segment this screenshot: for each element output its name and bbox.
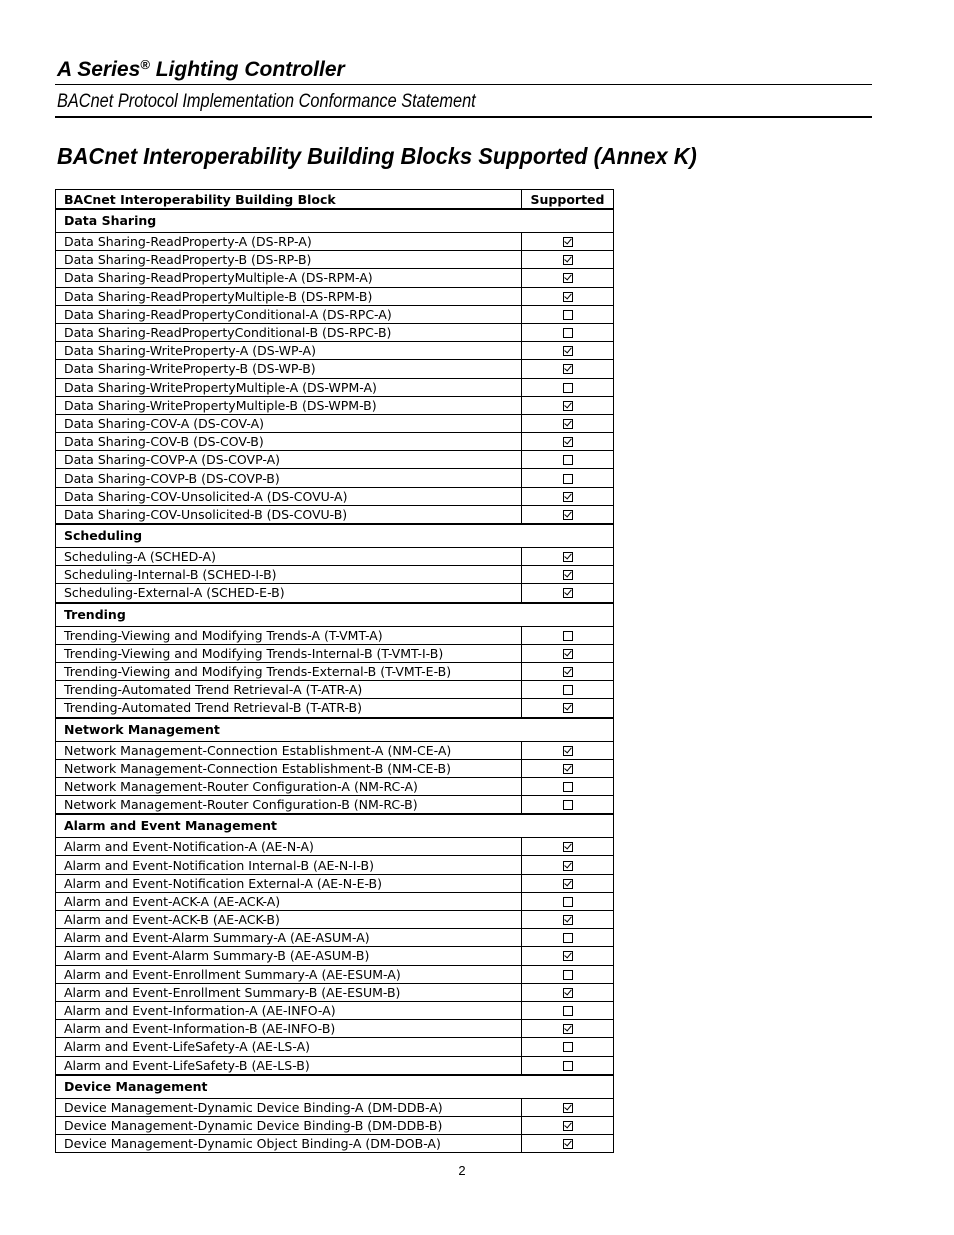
table-row [56, 323, 614, 341]
supported-cell [522, 584, 614, 603]
bibb-label: Data Sharing-ReadPropertyConditional-B (DS-RPC-B) [56, 323, 522, 341]
bibb-label: Device Management-Dynamic Device Binding-A (DM-DDB-A) [56, 1098, 522, 1116]
bibb-label: Scheduling-A (SCHED-A) [56, 548, 522, 566]
empty-box-icon [563, 1042, 573, 1052]
table-row [56, 469, 614, 487]
bibb-label: Data Sharing-ReadPropertyConditional-A (DS-RPC-A) [56, 305, 522, 323]
empty-box-icon [563, 897, 573, 907]
supported-cell [522, 759, 614, 777]
table-row [56, 777, 614, 795]
supported-cell [522, 856, 614, 874]
table-row [56, 838, 614, 856]
bibb-label: Alarm and Event-Enrollment Summary-B (AE-ESUM-B) [56, 983, 522, 1001]
checked-box-icon [563, 570, 573, 580]
empty-box-icon [563, 328, 573, 338]
checked-box-icon [563, 649, 573, 659]
bibb-label: Alarm and Event-Notification Internal-B (AE-N-I-B) [56, 856, 522, 874]
bibb-label: Network Management-Router Configuration-A (NM-RC-A) [56, 777, 522, 795]
supported-cell [522, 233, 614, 251]
group-heading: Scheduling [56, 524, 614, 548]
supported-cell [522, 1038, 614, 1056]
supported-cell [522, 626, 614, 644]
bibb-label: Trending-Viewing and Modifying Trends-Internal-B (T-VMT-I-B) [56, 644, 522, 662]
bibb-label: Data Sharing-WriteProperty-A (DS-WP-A) [56, 342, 522, 360]
bibb-label: Alarm and Event-Notification External-A (AE-N-E-B) [56, 874, 522, 892]
bibb-label: Data Sharing-COV-A (DS-COV-A) [56, 414, 522, 432]
checked-box-icon [563, 492, 573, 502]
table-row [56, 983, 614, 1001]
table-row [56, 396, 614, 414]
supported-cell [522, 451, 614, 469]
checked-box-icon [563, 273, 573, 283]
table-row [56, 741, 614, 759]
supported-cell [522, 741, 614, 759]
table-row [56, 251, 614, 269]
table-row [56, 414, 614, 432]
supported-cell [522, 838, 614, 856]
supported-cell [522, 1001, 614, 1019]
table-row [56, 796, 614, 815]
empty-box-icon [563, 474, 573, 484]
table-row [56, 892, 614, 910]
checked-box-icon [563, 951, 573, 961]
supported-cell [522, 360, 614, 378]
table-row [56, 929, 614, 947]
supported-cell [522, 414, 614, 432]
bibb-label: Data Sharing-WritePropertyMultiple-A (DS-WPM-A) [56, 378, 522, 396]
bibb-label: Trending-Viewing and Modifying Trends-A (T-VMT-A) [56, 626, 522, 644]
supported-cell [522, 892, 614, 910]
table-row [56, 584, 614, 603]
bibb-label: Scheduling-Internal-B (SCHED-I-B) [56, 566, 522, 584]
supported-cell [522, 469, 614, 487]
group-heading: Data Sharing [56, 209, 614, 233]
supported-cell [522, 505, 614, 524]
table-row [56, 759, 614, 777]
bibb-label: Data Sharing-WritePropertyMultiple-B (DS-WPM-B) [56, 396, 522, 414]
bibb-label: Alarm and Event-LifeSafety-B (AE-LS-B) [56, 1056, 522, 1075]
bibb-label: Alarm and Event-Notification-A (AE-N-A) [56, 838, 522, 856]
supported-cell [522, 929, 614, 947]
supported-cell [522, 396, 614, 414]
table-row [56, 269, 614, 287]
checked-box-icon [563, 437, 573, 447]
table-group-row [56, 524, 614, 548]
table-group-row [56, 209, 614, 233]
bibb-label: Trending-Automated Trend Retrieval-B (T-ATR-B) [56, 699, 522, 718]
empty-box-icon [563, 685, 573, 695]
checked-box-icon [563, 510, 573, 520]
checked-box-icon [563, 667, 573, 677]
checked-box-icon [563, 292, 573, 302]
group-heading: Alarm and Event Management [56, 814, 614, 838]
bibb-label: Alarm and Event-ACK-A (AE-ACK-A) [56, 892, 522, 910]
bibb-label: Device Management-Dynamic Device Binding-B (DM-DDB-B) [56, 1116, 522, 1134]
bibb-label: Data Sharing-COV-Unsolicited-B (DS-COVU-B) [56, 505, 522, 524]
supported-cell [522, 1020, 614, 1038]
bibb-label: Data Sharing-ReadPropertyMultiple-B (DS-RPM-B) [56, 287, 522, 305]
empty-box-icon [563, 631, 573, 641]
bibb-label: Data Sharing-COVP-A (DS-COVP-A) [56, 451, 522, 469]
checked-box-icon [563, 746, 573, 756]
supported-cell [522, 662, 614, 680]
group-heading: Network Management [56, 718, 614, 742]
supported-cell [522, 965, 614, 983]
empty-box-icon [563, 970, 573, 980]
checked-box-icon [563, 1121, 573, 1131]
table-row [56, 487, 614, 505]
header-rule-top [55, 84, 872, 85]
empty-box-icon [563, 1006, 573, 1016]
supported-cell [522, 487, 614, 505]
bibb-label: Trending-Viewing and Modifying Trends-External-B (T-VMT-E-B) [56, 662, 522, 680]
document-subtitle: BACnet Protocol Implementation Conformance Statement [57, 91, 476, 112]
table-row [56, 1038, 614, 1056]
checked-box-icon [563, 588, 573, 598]
checked-box-icon [563, 861, 573, 871]
supported-cell [522, 1098, 614, 1116]
table-row [56, 662, 614, 680]
bibb-label: Alarm and Event-ACK-B (AE-ACK-B) [56, 911, 522, 929]
supported-cell [522, 947, 614, 965]
supported-cell [522, 777, 614, 795]
supported-cell [522, 323, 614, 341]
document-title: A Series® Lighting Controller [57, 57, 345, 81]
supported-cell [522, 874, 614, 892]
table-row [56, 566, 614, 584]
table-row [56, 342, 614, 360]
bibb-label: Trending-Automated Trend Retrieval-A (T-ATR-A) [56, 681, 522, 699]
table-row [56, 681, 614, 699]
table-row [56, 378, 614, 396]
bibb-label: Network Management-Router Configuration-B (NM-RC-B) [56, 796, 522, 815]
table-row [56, 1135, 614, 1153]
table-row [56, 360, 614, 378]
column-header-supported: Supported [522, 190, 614, 210]
bibb-label: Data Sharing-ReadPropertyMultiple-A (DS-RPM-A) [56, 269, 522, 287]
table-row [56, 965, 614, 983]
checked-box-icon [563, 346, 573, 356]
supported-cell [522, 566, 614, 584]
supported-cell [522, 378, 614, 396]
table-body [56, 209, 614, 1153]
table-row [56, 305, 614, 323]
table-group-row [56, 814, 614, 838]
checked-box-icon [563, 879, 573, 889]
bibb-label: Network Management-Connection Establishment-B (NM-CE-B) [56, 759, 522, 777]
table-row [56, 1116, 614, 1134]
table-row [56, 856, 614, 874]
table-row [56, 644, 614, 662]
supported-cell [522, 548, 614, 566]
table-row [56, 233, 614, 251]
bibb-label: Data Sharing-ReadProperty-A (DS-RP-A) [56, 233, 522, 251]
bibb-label: Alarm and Event-Alarm Summary-B (AE-ASUM-B) [56, 947, 522, 965]
supported-cell [522, 796, 614, 815]
table-row [56, 287, 614, 305]
supported-cell [522, 983, 614, 1001]
table-row [56, 1020, 614, 1038]
checked-box-icon [563, 842, 573, 852]
checked-box-icon [563, 364, 573, 374]
table-header-row [56, 190, 614, 210]
group-heading: Device Management [56, 1075, 614, 1099]
bibb-label: Network Management-Connection Establishment-A (NM-CE-A) [56, 741, 522, 759]
supported-cell [522, 269, 614, 287]
bibb-label: Data Sharing-WriteProperty-B (DS-WP-B) [56, 360, 522, 378]
supported-cell [522, 699, 614, 718]
bibb-label: Data Sharing-ReadProperty-B (DS-RP-B) [56, 251, 522, 269]
empty-box-icon [563, 383, 573, 393]
checked-box-icon [563, 401, 573, 411]
table-row [56, 433, 614, 451]
empty-box-icon [563, 933, 573, 943]
table-group-row [56, 718, 614, 742]
checked-box-icon [563, 237, 573, 247]
supported-cell [522, 251, 614, 269]
checked-box-icon [563, 988, 573, 998]
table-row [56, 1001, 614, 1019]
table-row [56, 947, 614, 965]
checked-box-icon [563, 419, 573, 429]
table-row [56, 699, 614, 718]
supported-cell [522, 287, 614, 305]
section-title: BACnet Interoperability Building Blocks Supported (Annex K) [57, 143, 697, 169]
empty-box-icon [563, 1061, 573, 1071]
bibb-label: Alarm and Event-Information-B (AE-INFO-B) [56, 1020, 522, 1038]
checked-box-icon [563, 1024, 573, 1034]
supported-cell [522, 681, 614, 699]
table-row [56, 911, 614, 929]
supported-cell [522, 305, 614, 323]
bibb-label: Alarm and Event-LifeSafety-A (AE-LS-A) [56, 1038, 522, 1056]
supported-cell [522, 644, 614, 662]
checked-box-icon [563, 915, 573, 925]
empty-box-icon [563, 782, 573, 792]
column-header-block: BACnet Interoperability Building Block [56, 190, 522, 210]
checked-box-icon [563, 764, 573, 774]
checked-box-icon [563, 703, 573, 713]
group-heading: Trending [56, 603, 614, 627]
table-row [56, 548, 614, 566]
table-row [56, 505, 614, 524]
bibb-table [55, 189, 614, 1153]
table-row [56, 1098, 614, 1116]
bibb-label: Alarm and Event-Enrollment Summary-A (AE-ESUM-A) [56, 965, 522, 983]
empty-box-icon [563, 310, 573, 320]
checked-box-icon [563, 1103, 573, 1113]
bibb-label: Alarm and Event-Information-A (AE-INFO-A) [56, 1001, 522, 1019]
empty-box-icon [563, 800, 573, 810]
bibb-label: Scheduling-External-A (SCHED-E-B) [56, 584, 522, 603]
empty-box-icon [563, 455, 573, 465]
bibb-label: Data Sharing-COVP-B (DS-COVP-B) [56, 469, 522, 487]
table-row [56, 1056, 614, 1075]
header-rule-bottom [55, 116, 872, 118]
supported-cell [522, 342, 614, 360]
table-row [56, 874, 614, 892]
bibb-label: Device Management-Dynamic Object Binding-A (DM-DOB-A) [56, 1135, 522, 1153]
table-group-row [56, 1075, 614, 1099]
supported-cell [522, 1116, 614, 1134]
bibb-label: Data Sharing-COV-B (DS-COV-B) [56, 433, 522, 451]
table-row [56, 451, 614, 469]
checked-box-icon [563, 552, 573, 562]
bibb-label: Data Sharing-COV-Unsolicited-A (DS-COVU-A) [56, 487, 522, 505]
supported-cell [522, 911, 614, 929]
table-row [56, 626, 614, 644]
supported-cell [522, 1056, 614, 1075]
checked-box-icon [563, 1139, 573, 1149]
table-group-row [56, 603, 614, 627]
supported-cell [522, 1135, 614, 1153]
page-number: 2 [458, 1163, 466, 1178]
bibb-label: Alarm and Event-Alarm Summary-A (AE-ASUM-A) [56, 929, 522, 947]
supported-cell [522, 433, 614, 451]
checked-box-icon [563, 255, 573, 265]
